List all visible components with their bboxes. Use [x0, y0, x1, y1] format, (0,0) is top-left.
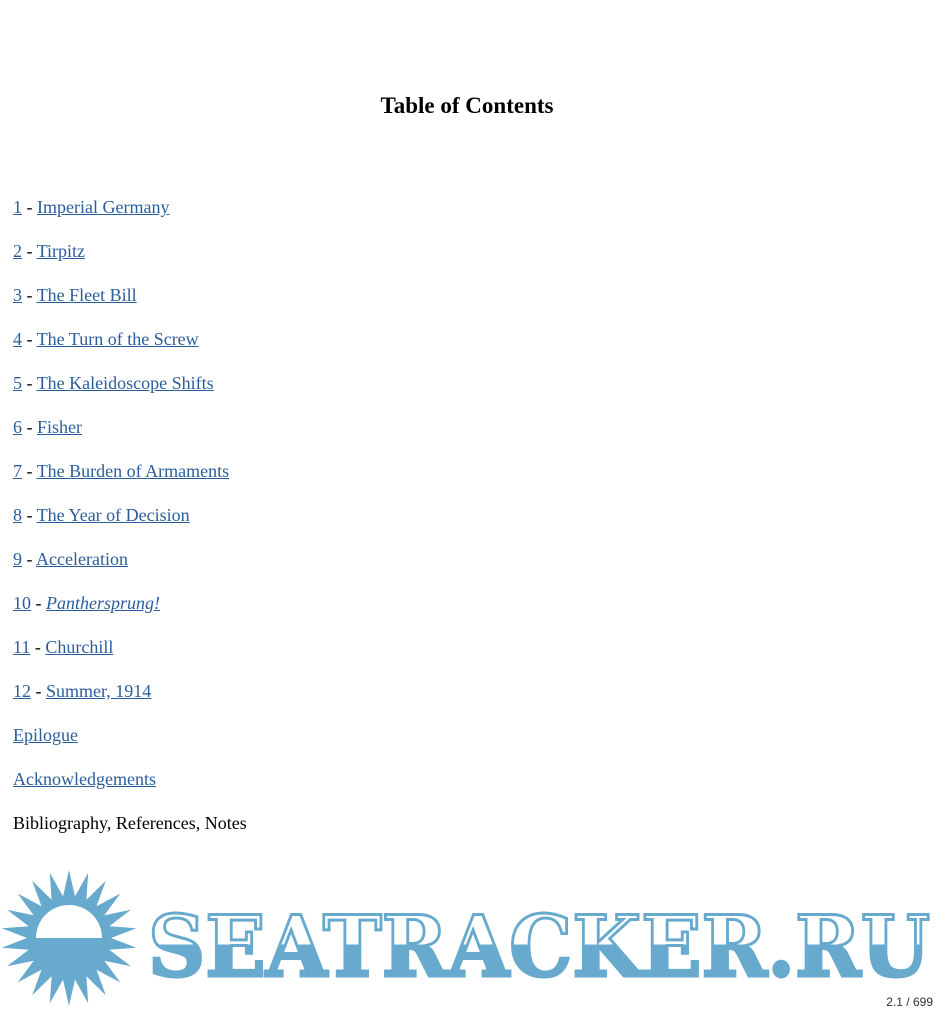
toc-entry-epilogue [13, 722, 247, 748]
chapter-number-link[interactable]: 7 [13, 461, 22, 481]
toc-entry [13, 546, 247, 572]
toc-entry [13, 634, 247, 660]
separator: - [26, 373, 33, 393]
separator: - [26, 505, 33, 525]
toc-entry [13, 282, 247, 308]
separator: - [26, 417, 33, 437]
chapter-number-link[interactable]: 3 [13, 285, 22, 305]
toc-entry [13, 590, 247, 616]
chapter-number-link[interactable]: 12 [13, 681, 31, 701]
chapter-title-link[interactable]: Panthersprung! [46, 593, 160, 613]
separator: - [34, 637, 41, 657]
chapter-number-link[interactable]: 8 [13, 505, 22, 525]
seatracker-logo [0, 868, 944, 1008]
chapter-number-link[interactable]: 4 [13, 329, 22, 349]
epilogue-link[interactable]: Epilogue [13, 725, 78, 745]
chapter-title-link[interactable]: Fisher [37, 417, 82, 437]
toc-entry [13, 414, 247, 440]
chapter-title-link[interactable]: Acceleration [36, 549, 128, 569]
bibliography-text: Bibliography, References, Notes [13, 813, 247, 833]
watermark-text: SEATRACKER.RU [148, 897, 930, 996]
separator: - [26, 241, 33, 261]
chapter-number-link[interactable]: 2 [13, 241, 22, 261]
separator: - [26, 461, 33, 481]
page-indicator: 2.1 / 699 [886, 995, 933, 1009]
chapter-number-link[interactable]: 6 [13, 417, 22, 437]
separator: - [35, 681, 42, 701]
separator: - [35, 593, 42, 613]
chapter-title-link[interactable]: The Kaleidoscope Shifts [36, 373, 214, 393]
chapter-number-link[interactable]: 9 [13, 549, 22, 569]
chapter-title-link[interactable]: Churchill [45, 637, 114, 657]
chapter-title-link[interactable]: Tirpitz [36, 241, 86, 261]
toc-entry [13, 194, 247, 220]
page-title: Table of Contents [380, 93, 554, 118]
chapter-title-link[interactable]: The Fleet Bill [36, 285, 137, 305]
chapter-title-link[interactable]: Summer, 1914 [46, 681, 152, 701]
separator: - [26, 329, 33, 349]
chapter-number-link[interactable]: 10 [13, 593, 31, 613]
toc-entry [13, 502, 247, 528]
sun-icon [2, 870, 137, 1006]
chapter-title-link[interactable]: The Year of Decision [36, 505, 190, 525]
toc-entry [13, 326, 247, 352]
chapter-title-link[interactable]: The Turn of the Screw [36, 329, 199, 349]
chapter-number-link[interactable]: 11 [13, 637, 31, 657]
separator: - [26, 549, 33, 569]
chapter-number-link[interactable]: 1 [13, 197, 22, 217]
toc-entry [13, 678, 247, 704]
acknowledgements-link[interactable]: Acknowledgements [13, 769, 156, 789]
toc-entry [13, 238, 247, 264]
toc-entry [13, 370, 247, 396]
toc-list [13, 194, 247, 854]
toc-entry-bibliography [13, 810, 247, 836]
chapter-number-link[interactable]: 5 [13, 373, 22, 393]
toc-entry-acknowledgements [13, 766, 247, 792]
separator: - [26, 197, 33, 217]
toc-entry [13, 458, 247, 484]
separator: - [26, 285, 33, 305]
chapter-title-link[interactable]: Imperial Germany [37, 197, 170, 217]
chapter-title-link[interactable]: The Burden of Armaments [36, 461, 230, 481]
